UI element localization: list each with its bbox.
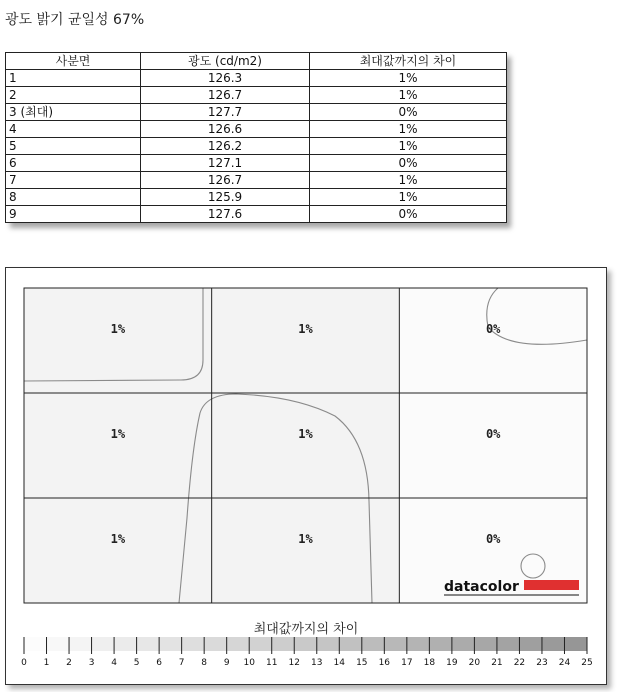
luminance-cell: 126.7 bbox=[141, 87, 310, 104]
quadrant-cell: 4 bbox=[6, 121, 141, 138]
scale-swatch bbox=[24, 637, 47, 651]
scale-swatch bbox=[294, 637, 317, 651]
scale-swatch bbox=[542, 637, 565, 651]
scale-swatch bbox=[407, 637, 430, 651]
heatmap-cell bbox=[399, 393, 587, 498]
scale-tick-label: 1 bbox=[43, 658, 50, 668]
table-row bbox=[6, 87, 507, 104]
logo-text: datacolor bbox=[444, 579, 519, 595]
cell-value-label: 1% bbox=[110, 322, 126, 336]
scale-tick-label: 8 bbox=[201, 658, 208, 668]
scale-title: 최대값까지의 차이 bbox=[253, 622, 359, 637]
scale-tick-label: 25 bbox=[581, 658, 593, 668]
table-row bbox=[6, 189, 507, 206]
cell-value-label: 1% bbox=[298, 532, 313, 546]
scale-swatch bbox=[92, 637, 115, 651]
cell-value-label: 0% bbox=[485, 322, 501, 336]
diff-cell: 1% bbox=[310, 87, 507, 104]
table-header-row bbox=[6, 53, 507, 70]
quadrant-cell: 8 bbox=[6, 189, 141, 206]
luminance-cell: 126.7 bbox=[141, 172, 310, 189]
table-row bbox=[6, 138, 507, 155]
luminance-cell: 127.7 bbox=[141, 104, 310, 121]
scale-tick-label: 22 bbox=[513, 658, 526, 668]
scale-swatch bbox=[159, 637, 182, 651]
page-title: 광도 밝기 균일성 67% bbox=[5, 12, 145, 28]
scale-tick-label: 24 bbox=[558, 658, 571, 668]
scale-tick-label: 16 bbox=[378, 658, 391, 668]
heatmap-cell bbox=[24, 393, 212, 498]
luminance-cell: 126.3 bbox=[141, 70, 310, 87]
scale-tick-label: 21 bbox=[491, 658, 503, 668]
scale-tick-label: 6 bbox=[156, 658, 162, 668]
scale-swatch bbox=[519, 637, 542, 651]
heatmap-cell bbox=[212, 393, 400, 498]
scale-tick-label: 0 bbox=[21, 658, 27, 668]
scale-tick-label: 14 bbox=[333, 658, 346, 668]
scale-swatch bbox=[452, 637, 475, 651]
scale-swatch bbox=[227, 637, 250, 651]
table-row bbox=[6, 70, 507, 87]
cell-value-label: 1% bbox=[298, 427, 313, 441]
scale-swatch bbox=[317, 637, 340, 651]
table-row bbox=[6, 172, 507, 189]
quadrant-cell: 6 bbox=[6, 155, 141, 172]
heatmap-cell bbox=[399, 288, 587, 393]
diff-cell: 0% bbox=[310, 206, 507, 223]
quadrant-cell: 3 (최대) bbox=[6, 104, 141, 121]
luminance-cell: 127.1 bbox=[141, 155, 310, 172]
cell-value-label: 1% bbox=[298, 322, 313, 336]
header-luminance: 광도 (cd/m2) bbox=[141, 53, 310, 70]
scale-tick-label: 2 bbox=[66, 658, 72, 668]
scale-tick-label: 4 bbox=[111, 658, 117, 668]
quadrant-cell: 7 bbox=[6, 172, 141, 189]
scale-swatch bbox=[429, 637, 452, 651]
diff-cell: 1% bbox=[310, 70, 507, 87]
scale-tick-label: 18 bbox=[423, 658, 436, 668]
scale-swatch bbox=[474, 637, 497, 651]
luminance-table bbox=[5, 52, 507, 223]
luminance-cell: 126.2 bbox=[141, 138, 310, 155]
scale-tick-label: 7 bbox=[178, 658, 185, 668]
scale-swatch bbox=[564, 637, 587, 651]
scale-swatch bbox=[339, 637, 362, 651]
scale-swatch bbox=[182, 637, 205, 651]
quadrant-cell: 1 bbox=[6, 70, 141, 87]
diff-cell: 0% bbox=[310, 155, 507, 172]
scale-tick-label: 19 bbox=[446, 658, 458, 668]
luminance-cell: 126.6 bbox=[141, 121, 310, 138]
logo-red-bar bbox=[524, 580, 579, 590]
scale-tick-label: 17 bbox=[401, 658, 413, 668]
diff-cell: 0% bbox=[310, 104, 507, 121]
heatmap-cell bbox=[212, 288, 400, 393]
scale-tick-label: 11 bbox=[265, 658, 278, 668]
table-row bbox=[6, 155, 507, 172]
quadrant-cell: 9 bbox=[6, 206, 141, 223]
scale-swatch bbox=[362, 637, 385, 651]
scale-tick-label: 15 bbox=[356, 658, 368, 668]
scale-swatch bbox=[47, 637, 70, 651]
scale-swatch bbox=[272, 637, 295, 651]
header-quadrant: 사분면 bbox=[6, 53, 141, 70]
table-row bbox=[6, 121, 507, 138]
scale-swatch bbox=[69, 637, 92, 651]
uniformity-chart bbox=[5, 267, 607, 685]
cell-value-label: 1% bbox=[110, 427, 126, 441]
scale-swatch bbox=[384, 637, 407, 651]
diff-cell: 1% bbox=[310, 138, 507, 155]
scale-swatch bbox=[137, 637, 160, 651]
table-row bbox=[6, 206, 507, 223]
scale-swatch bbox=[249, 637, 272, 651]
table-row bbox=[6, 104, 507, 121]
diff-cell: 1% bbox=[310, 172, 507, 189]
quadrant-cell: 5 bbox=[6, 138, 141, 155]
scale-tick-label: 23 bbox=[536, 658, 548, 668]
luminance-cell: 127.6 bbox=[141, 206, 310, 223]
header-diff: 최대값까지의 차이 bbox=[310, 53, 507, 70]
scale-tick-label: 3 bbox=[88, 658, 95, 668]
scale-swatch bbox=[114, 637, 137, 651]
cell-value-label: 0% bbox=[485, 532, 501, 546]
luminance-cell: 125.9 bbox=[141, 189, 310, 206]
scale-tick-label: 10 bbox=[243, 658, 255, 668]
scale-tick-label: 5 bbox=[133, 658, 140, 668]
scale-tick-label: 13 bbox=[311, 658, 323, 668]
diff-cell: 1% bbox=[310, 121, 507, 138]
scale-swatch bbox=[204, 637, 227, 651]
luminance-table-container bbox=[5, 52, 506, 223]
heatmap-cell bbox=[24, 288, 212, 393]
cell-value-label: 1% bbox=[110, 532, 126, 546]
scale-tick-label: 20 bbox=[468, 658, 481, 668]
cell-value-label: 0% bbox=[485, 427, 501, 441]
scale-tick-label: 12 bbox=[288, 658, 300, 668]
scale-swatch bbox=[497, 637, 520, 651]
scale-tick-label: 9 bbox=[223, 658, 230, 668]
quadrant-cell: 2 bbox=[6, 87, 141, 104]
diff-cell: 1% bbox=[310, 189, 507, 206]
